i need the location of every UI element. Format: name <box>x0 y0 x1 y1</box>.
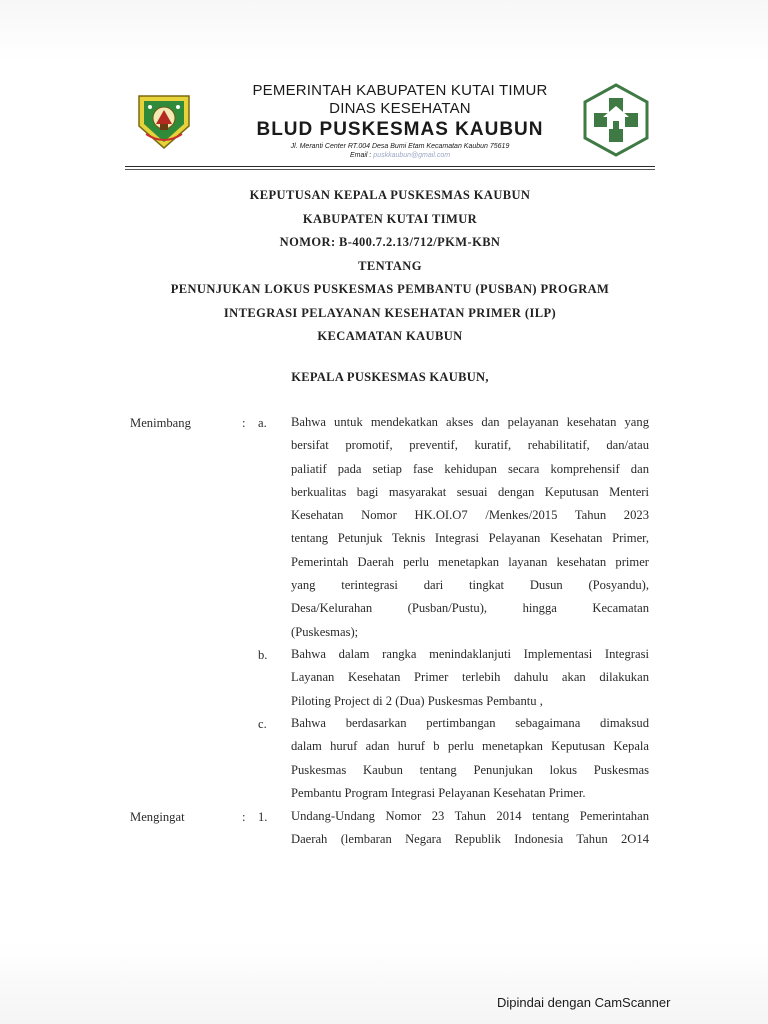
official-heading: KEPALA PUSKESMAS KAUBUN, <box>291 370 489 384</box>
clause-1-marker: 1. <box>258 810 268 824</box>
clause-a-line: Kesehatan Nomor HK.OI.O7 /Menkes/2015 Tahun 2023 <box>291 508 649 523</box>
clause-a-marker: a. <box>258 416 267 430</box>
menimbang-label: Menimbang <box>130 416 191 430</box>
clause-c-line: Bahwa berdasarkan pertimbangan sebagaimana dimaksud <box>291 716 649 730</box>
email-value: puskkaubun@gmail.com <box>373 152 451 159</box>
clause-b-text <box>291 643 649 713</box>
title-line-6: INTEGRASI PELAYANAN KESEHATAN PRIMER (ILP) <box>223 305 557 320</box>
department-name: DINAS KESEHATAN <box>329 100 471 117</box>
clause-b-line: Bahwa dalam rangka menindaklanjuti Implementasi Integrasi <box>291 647 649 661</box>
menimbang-colon: : <box>242 416 246 430</box>
clause-1-line: Daerah (lembaran Negara Republik Indonesia Tahun 2O14 <box>291 832 649 847</box>
title-line-5: PENUNJUKAN LOKUS PUSKESMAS PEMBANTU (PUSBAN) PROGRAM <box>170 282 610 296</box>
letterhead <box>125 78 655 178</box>
clause-a-line: Bahwa untuk mendekatkan akses dan pelayanan kesehatan yang <box>291 415 649 429</box>
puskesmas-cross-emblem-icon <box>581 82 651 158</box>
title-line-1: KEPUTUSAN KEPALA PUSKESMAS KAUBUN <box>249 188 531 202</box>
clause-c-marker: c. <box>258 717 267 731</box>
clause-a-line: Desa/Kelurahan (Pusban/Pustu), hingga Kecamatan <box>291 601 649 616</box>
clause-a-line: paliatif pada setiap fase kehidupan secara komprehensif dan <box>291 461 649 476</box>
clause-a-line: (Puskesmas); <box>291 624 359 639</box>
title-line-3: NOMOR: B-400.7.2.13/712/PKM-KBN <box>279 235 501 249</box>
clause-a-line: tentang Petunjuk Teknis Integrasi Pelayanan Kesehatan Primer, <box>291 531 649 546</box>
title-line-2: KABUPATEN KUTAI TIMUR <box>302 211 478 226</box>
clause-1-text <box>291 805 649 852</box>
clause-a-line: berkualitas bagi masyarakat sesuai dengan Keputusan Menteri <box>291 484 649 499</box>
institution-email <box>220 151 580 160</box>
clause-c-line: Puskesmas Kaubun tentang Penunjukan lokus Puskesmas <box>291 762 649 777</box>
institution-address: Jl. Meranti Center RT.004 Desa Bumi Etam Kecamatan Kaubun 75619 <box>290 143 510 150</box>
letterhead-text <box>220 82 580 160</box>
clause-c-line: Pembantu Program Integrasi Pelayanan Kesehatan Primer. <box>291 785 586 800</box>
clause-b-line: Piloting Project di 2 (Dua) Puskesmas Pembantu , <box>291 693 543 708</box>
email-label: Email : <box>349 152 372 159</box>
clause-c-line: dalam huruf adan huruf b perlu menetapkan Keputusan Kepala <box>291 739 649 754</box>
clause-a-line: Pemerintah Daerah perlu menetapkan layanan kesehatan primer <box>291 554 649 569</box>
camscanner-watermark: Dipindai dengan CamScanner <box>497 995 671 1010</box>
letterhead-rule <box>125 166 655 167</box>
clause-c-text <box>291 712 649 805</box>
government-name: PEMERINTAH KABUPATEN KUTAI TIMUR <box>252 82 548 99</box>
clause-b-line: Layanan Kesehatan Primer terlebih dahulu akan dilakukan <box>291 670 649 685</box>
clause-a-line: yang terintegrasi dari tingkat Dusun (Posyandu), <box>291 578 649 593</box>
title-line-4: TENTANG <box>358 258 422 273</box>
title-line-7: KECAMATAN KAUBUN <box>317 329 463 343</box>
clause-a-text <box>291 411 649 644</box>
clause-1-line: Undang-Undang Nomor 23 Tahun 2014 tentang Pemerintahan <box>291 809 649 823</box>
mengingat-colon: : <box>242 810 246 824</box>
letterhead-rule-thin <box>125 169 655 170</box>
kutai-timur-emblem-icon <box>133 90 195 152</box>
decree-title <box>140 184 640 349</box>
mengingat-label: Mengingat <box>130 810 185 824</box>
institution-name: BLUD PUSKESMAS KAUBUN <box>256 119 544 140</box>
clause-a-line: bersifat promotif, preventif, kuratif, rehabilitatif, dan/atau <box>291 438 649 453</box>
clause-b-marker: b. <box>258 648 268 662</box>
